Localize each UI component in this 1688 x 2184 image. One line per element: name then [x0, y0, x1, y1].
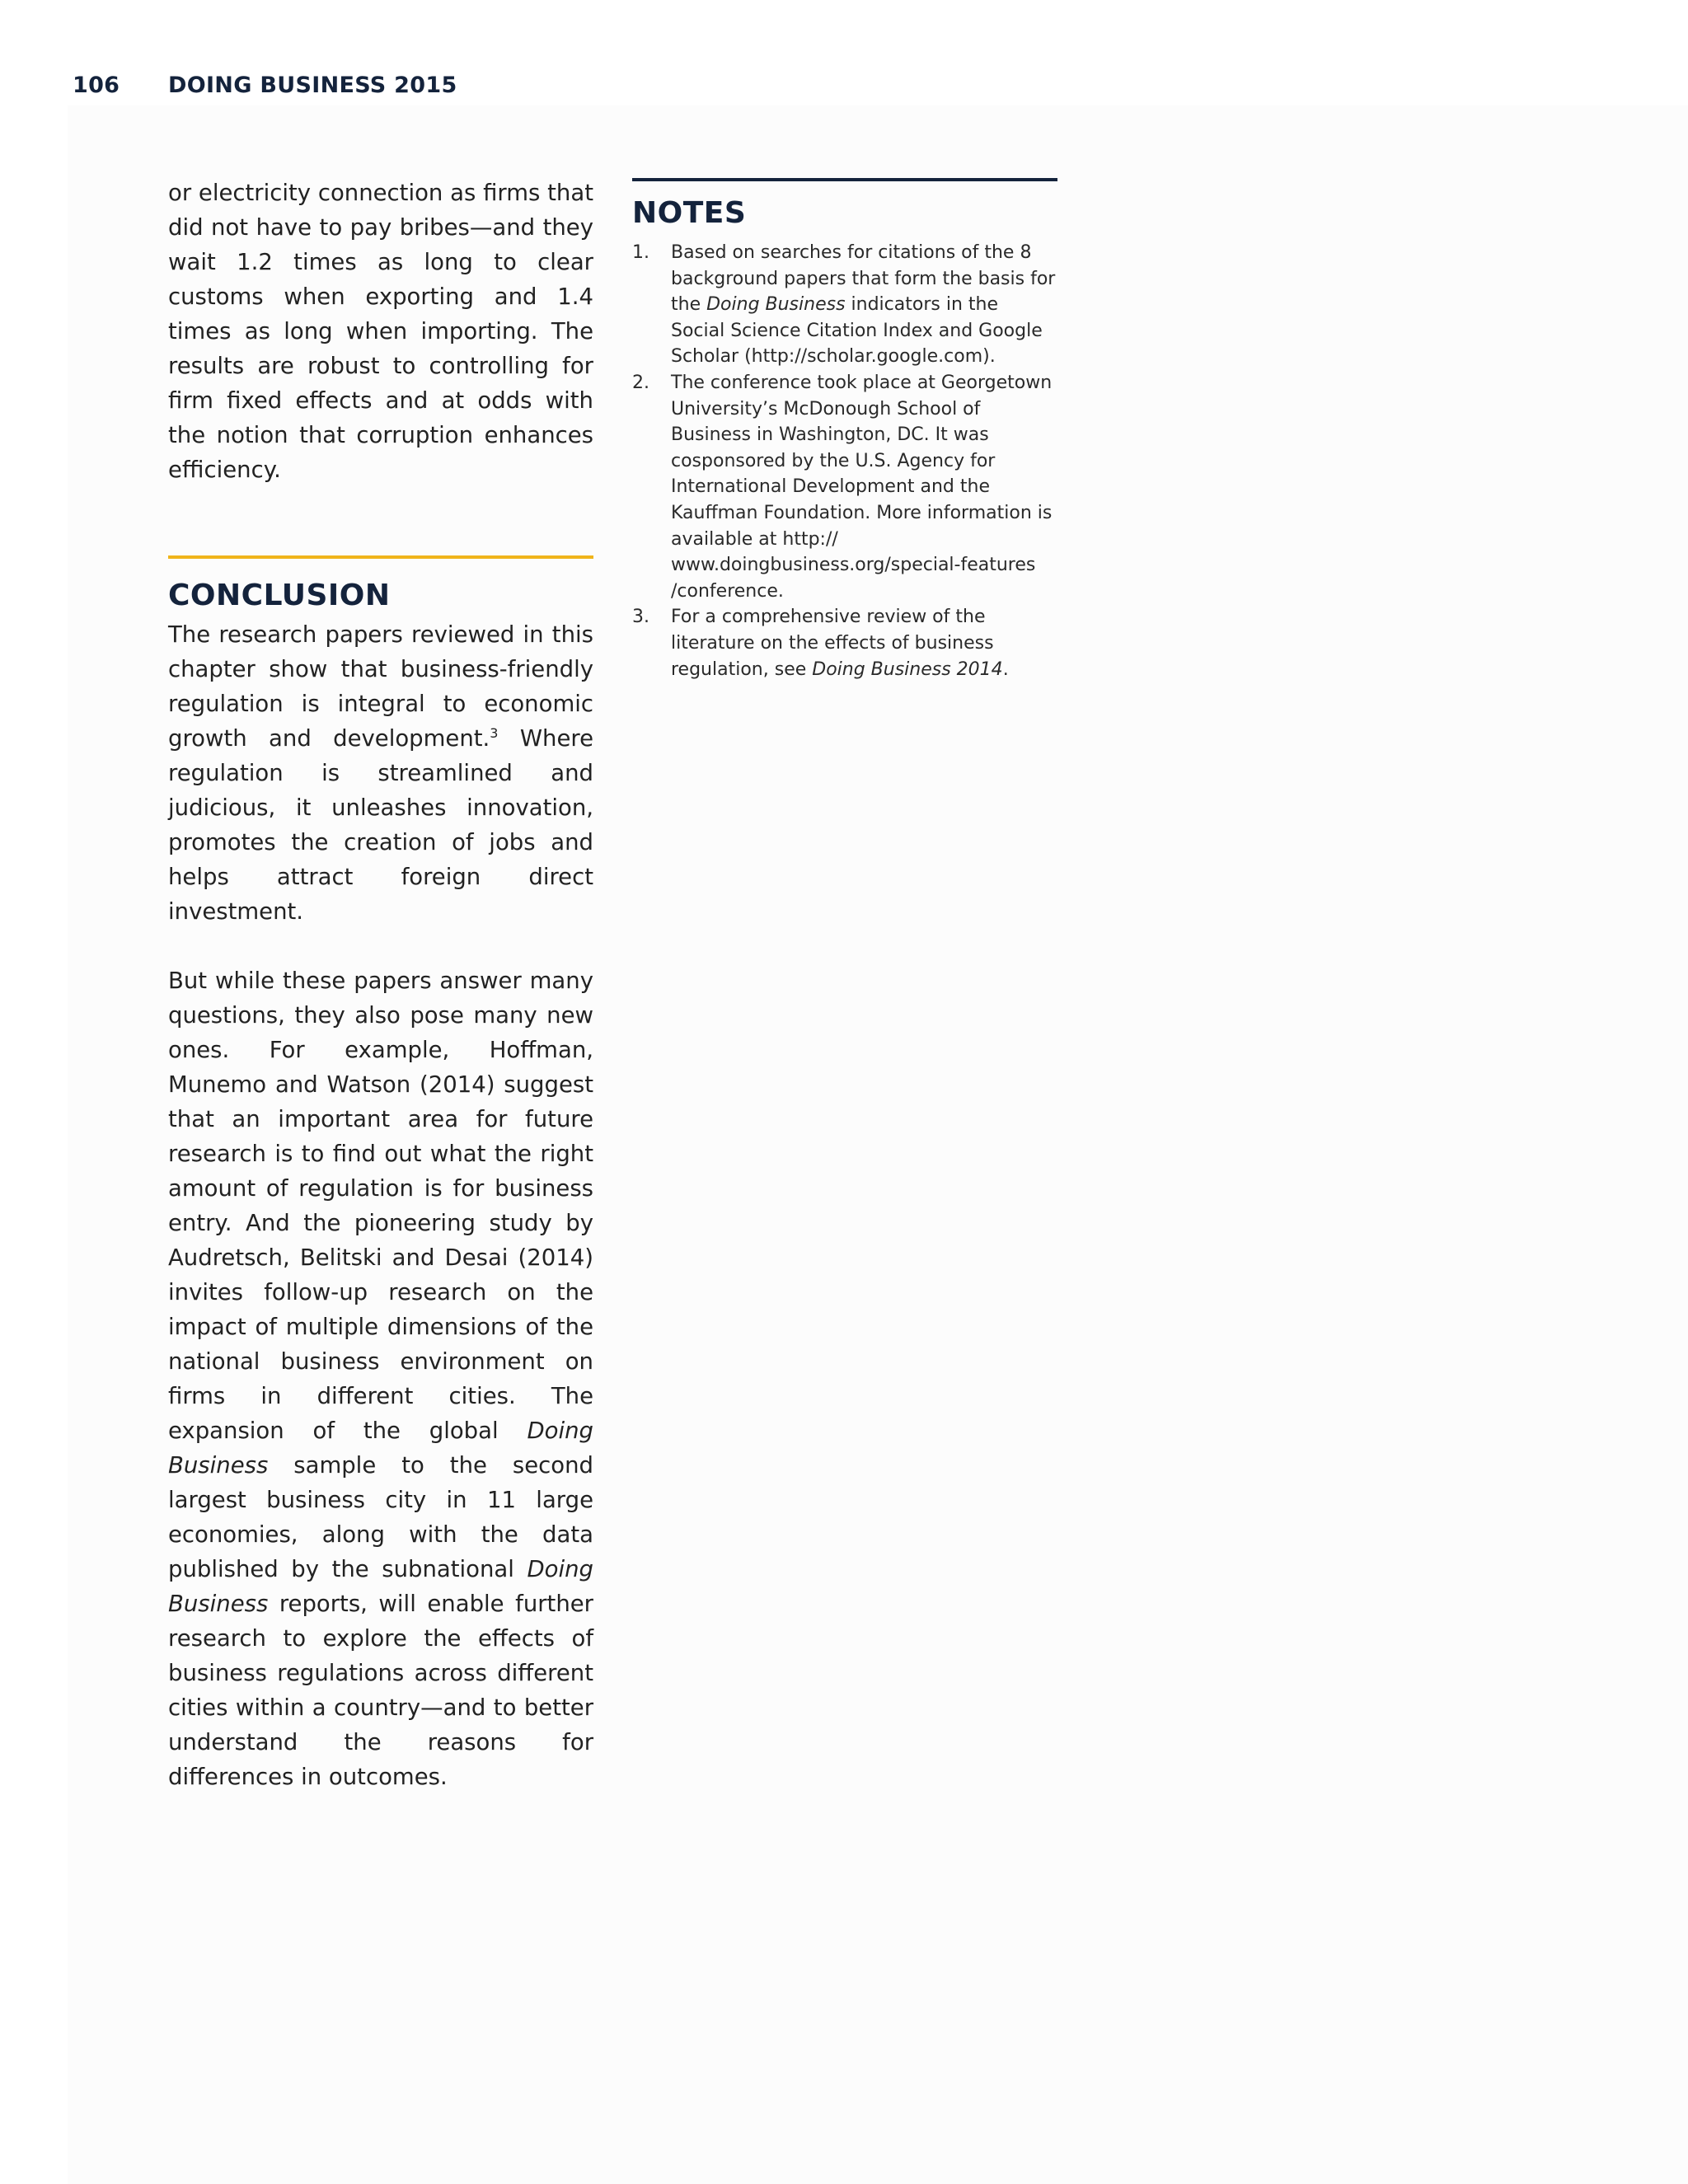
conclusion-p2-c: sample to the second largest business city in 11 large economies, along with the data published by the subnational [168, 1452, 593, 1582]
note-item-3 [632, 604, 1057, 682]
note-item-2 [632, 370, 1057, 604]
notes-column [632, 178, 1057, 682]
note-number: 1. [632, 242, 649, 263]
conclusion-paragraph-1 [168, 617, 593, 929]
section-divider [168, 555, 593, 559]
left-column [168, 176, 593, 1794]
note-1-text-b: indicators in the Social Science Citation Index and Google Scholar (http://scholar.google.com). [671, 294, 1043, 368]
page-number: 106 [73, 73, 120, 98]
conclusion-p2-e: reports, will enable further research to explore the effects of business regulations across different cities within a country—and to better understand the reasons for differences in outcomes. [168, 1591, 593, 1790]
note-text [671, 604, 1057, 682]
intro-paragraph: or electricity connection as firms that did not have to pay bribes—and they wait 1.2 times as long to clear customs when exporting and 1.4 times as long when importing. The results are robust to controlling for firm fixed effects and at odds with the notion that corruption enhances efficiency. [168, 180, 593, 483]
note-3-em: Doing Business 2014 [812, 658, 1003, 680]
notes-list [632, 240, 1057, 682]
conclusion-p1-text: The research papers reviewed in this chapter show that business-friendly regulation is integral to economic growth and development. [168, 621, 593, 752]
note-text [671, 240, 1057, 370]
note-text [671, 370, 1057, 604]
conclusion-p2-em-1: Doing Business [168, 1418, 593, 1479]
note-item-1 [632, 240, 1057, 370]
conclusion-p2-a: But while these papers answer many questions, they also pose many new ones. For example, Hoffman, Munemo and Watson (2014) suggest that an important area for future research is to find out what the right amount of regulation is for business entry. And the pioneering study by Audretsch, Belitski and Desai (2014) invites follow-up research on the impact of multiple dimensions of the national business environment on firms in different cities. The expansion of the global [168, 968, 593, 1444]
note-2-text: The conference took place at Georgetown University’s McDonough School of Business in Washington, DC. It was cosponsored by the U.S. Agency for International Development and the Kauffman Foundation. More information is available at http:// www.doingbusiness.org/special-features /conference. [671, 372, 1053, 602]
note-number: 2. [632, 372, 649, 393]
conclusion-p2-em-2: Doing Business [168, 1556, 593, 1617]
note-3-text-b: . [1002, 658, 1009, 680]
running-header [73, 73, 457, 98]
conclusion-p1-tail: Where regulation is streamlined and judicious, it unleashes innovation, promotes the creation of jobs and helps attract foreign direct investment. [168, 725, 594, 925]
conclusion-heading: CONCLUSION [168, 579, 391, 612]
note-1-text-a: Based on searches for citations of the 8 background papers that form the basis for the [671, 242, 1056, 316]
notes-heading: NOTES [632, 196, 747, 230]
note-number: 3. [632, 607, 649, 628]
running-title: DOING BUSINESS 2015 [168, 73, 457, 98]
notes-divider [632, 178, 1057, 181]
note-3-text-a: For a comprehensive review of the literature on the effects of business regulation, see [671, 607, 994, 680]
note-1-em: Doing Business [706, 294, 846, 316]
footnote-ref-3[interactable]: 3 [490, 724, 499, 741]
conclusion-paragraph-2 [168, 963, 593, 1794]
